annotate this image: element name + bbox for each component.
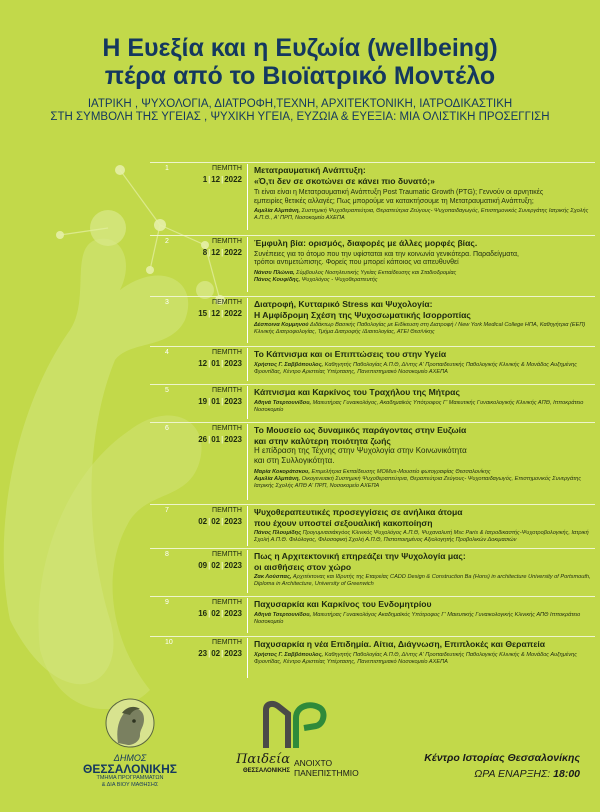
session-description-2: εμπειρίες θετικές αλλαγές; Πως μπορούμε να κατακτήσουμε τη Μετατραυματική Ανάπτυξη;	[254, 197, 534, 205]
session-day: ΠΕΜΠΤΗ	[212, 349, 242, 356]
session-title-2: που έχουν υποστεί σεξουαλική κακοποίηση	[254, 517, 433, 528]
session-day: ΠΕΜΠΤΗ	[212, 425, 242, 432]
subtitle-line-1: ΙΑΤΡΙΚΗ , ΨΥΧΟΛΟΓΙΑ, ΔΙΑΤΡΟΦΗ,ΤΕΧΝΗ, ΑΡΧΙΤΕΚΤΟΝΙΚΗ, ΙΑΤΡΟΔΙΚΑΣΤΙΚΗ	[87, 98, 513, 110]
paideia-city: ΘΕΣΣΑΛΟΝΙΚΗΣ	[243, 768, 290, 774]
session-title: Το Μουσείο ως δυναμικός παράγοντας στην Ευζωία	[254, 425, 467, 435]
session-number: 8	[165, 551, 169, 558]
row-divider	[150, 346, 595, 347]
subtitle-line-2: ΣΤΗ ΣΥΜΒΟΛΗ ΤΗΣ ΥΓΕΙΑΣ , ΨΥΧΙΚΗ ΥΓΕΙΑ, ΕΥΖΩΙΑ & ΕΥΕΞΙΑ: ΜΙΑ ΟΛΙΣΤΙΚΗ ΠΡΟΣΕΓΓΙΣΗ	[50, 111, 550, 123]
schedule-row	[150, 235, 595, 293]
session-day: ΠΕΜΠΤΗ	[212, 507, 242, 514]
head-emblem-icon	[104, 697, 156, 753]
row-separator	[247, 424, 248, 500]
session-date: 09|02|2023	[198, 561, 242, 570]
paideia-text: Παιδεία	[236, 752, 290, 767]
session-date: 16|02|2023	[198, 609, 242, 618]
session-day: ΠΕΜΠΤΗ	[212, 639, 242, 646]
session-speaker: Αθηνά Τσερτουνίδου, Μαιευτήρας Γυναικολόγος, Ακαδημαϊκός Υπότροφος Γ' Μαιευτικής Γυναικολογικής Κλινικής ΑΠΘ, Ιπποκράτειο Νοσοκομείο	[254, 399, 584, 413]
session-content	[254, 599, 594, 626]
session-content	[254, 349, 594, 376]
row-separator	[247, 550, 248, 593]
session-number: 6	[165, 425, 169, 432]
session-number: 3	[165, 299, 169, 306]
session-date: 02|02|2023	[198, 517, 242, 526]
session-number: 5	[165, 387, 169, 394]
row-separator	[247, 298, 248, 343]
session-content	[254, 639, 594, 666]
schedule-row	[150, 636, 595, 678]
paideia-logo-icon	[262, 700, 332, 752]
session-title: Παχυσαρκία και Καρκίνος του Ενδομητρίου	[254, 599, 432, 609]
session-speaker: Χρήστος Γ. Σαββόπουλος, Καθηγητής Παθολογίας Α.Π.Θ, Δ/ντης Α' Προπαιδευτικής Παθολογικής Κλινικής & Μονάδος Αυξημένης Φροντίδας, Κέντρο Αριστείας Υπέρτασης, Πανεπιστημιακό Νοσοκομείο ΑΧΕΠΑ	[254, 361, 577, 375]
session-speaker: Χρήστος Γ. Σαββόπουλος, Καθηγητής Παθολογίας Α.Π.Θ, Δ/ντης Α' Προπαιδευτικής Παθολογικής Κλινικής & Μονάδος Αυξημένης Φροντίδας, Κέντρο Αριστείας Υπέρτασης, Πανεπιστημιακό Νοσοκομείο ΑΧΕΠΑ	[254, 651, 577, 665]
session-day: ΠΕΜΠΤΗ	[212, 238, 242, 245]
department-line-2: & ΔΙΑ ΒΙΟΥ ΜΑΘΗΣΗΣ	[101, 782, 159, 788]
department-line-1: ΤΜΗΜΑ ΠΡΟΓΡΑΜΜΑΤΩΝ	[96, 775, 164, 781]
session-day: ΠΕΜΠΤΗ	[212, 599, 242, 606]
session-title: Πως η Αρχιτεκτονική επηρεάζει την Ψυχολογία μας:	[254, 551, 466, 561]
start-time: ΩΡΑ ΕΝΑΡΞΗΣ: 18:00	[474, 768, 580, 780]
session-number: 2	[165, 238, 169, 245]
open-line-1: ΑΝΟΙΧΤΟ	[294, 758, 333, 768]
schedule-row	[150, 596, 595, 634]
venue: Κέντρο Ιστορίας Θεσσαλονίκης	[424, 752, 580, 764]
row-divider	[150, 636, 595, 637]
row-separator	[247, 348, 248, 381]
session-speaker: Αιμιλία Αλμπάνη, Συστημική Ψυχοθεραπεύτρια, Θεραπεύτρια Ζεύγους- Ψυχοπαιδαγωγός, Επιστημονικός Συνεργάτης Ιατρικής Σχολής Α.Π.Θ., Α' ΠΡΠ, Νοσοκομείο ΑΧΕΠΑ	[254, 208, 589, 221]
session-content	[254, 238, 594, 284]
session-number: 10	[165, 639, 173, 646]
session-number: 7	[165, 507, 169, 514]
session-description: Τι είναι είναι η Μετατραυματική Ανάπτυξη Post Traumatic Growth (PTG); Γεννούν οι αρνητικές	[254, 189, 544, 196]
session-title: Ψυχοθεραπευτικές προσεγγίσεις σε ανήλικα άτομα	[254, 507, 463, 517]
row-divider	[150, 596, 595, 597]
row-separator	[247, 506, 248, 546]
session-subtitle: Η επίδραση της Τέχνης στην Ψυχολογία στην Κοινωνικότητα	[254, 446, 467, 455]
session-day: ΠΕΜΠΤΗ	[212, 387, 242, 394]
session-number: 9	[165, 599, 169, 606]
session-date: 19|01|2023	[198, 397, 242, 406]
session-date: 23|02|2023	[198, 649, 242, 658]
row-separator	[247, 386, 248, 419]
row-divider	[150, 296, 595, 297]
session-date: 8|12|2022	[202, 248, 242, 257]
session-number: 4	[165, 349, 169, 356]
session-title: Παχυσαρκία η νέα Επιδημία. Αίτια, Διάγνωση, Επιπλοκές και Θεραπεία	[254, 639, 546, 649]
row-separator	[247, 598, 248, 633]
session-speaker: Μαρία Κοκοράτσκου, Επιμελήτρια Εκπαίδευσης MOMus-Μουσείο φωτογραφίας Θεσσαλονίκης	[254, 469, 491, 475]
title-line-2: πέρα από το Βιοϊατρικό Μοντέλο	[104, 62, 496, 90]
session-speaker-2: Πάνος Κουφίδης, Ψυχολόγος - Ψυχοθεραπευτής	[254, 276, 378, 283]
paideia-open-university-logo	[222, 700, 372, 800]
dimos-name: ΘΕΣΣΑΛΟΝΙΚΗΣ	[83, 762, 177, 776]
open-line-2: ΠΑΝΕΠΙΣΤΗΜΙΟ	[294, 768, 359, 778]
row-divider	[150, 162, 595, 163]
open-university-text	[294, 758, 359, 778]
session-speaker: Πάνος Πλουμίδης Προγυμνασιάκγόος Κλινικός Ψυχολόγος Α.Π.Θ, Ψυχαναλυτή Msc Paris & Ιατροδικαστής-Ψυχοτροβολογικής, Ιατρική Σχολή Α.Π.Θ. Φιλόλογος, Φιλοσοφική Σχολή Α.Π.Θ, Πιστοποιημένος Αξιολογητής Προβολικών Δοκιμασιών	[254, 530, 589, 543]
dimos-label: ΔΗΜΟΣ	[113, 753, 147, 763]
session-title-2: οι αισθήσεις στον χώρο	[254, 561, 352, 572]
row-separator	[247, 237, 248, 292]
row-divider	[150, 422, 595, 423]
schedule-row	[150, 296, 595, 344]
page-title	[0, 34, 600, 90]
dimos-thessalonikis-logo	[55, 695, 205, 805]
session-speaker: Νάνσυ Πλώνια, Σύμβουλος Νοσηλευτικής Υγείας Εκπαίδευσης και Σταδιοδρομίας	[254, 269, 457, 276]
row-divider	[150, 235, 595, 236]
session-day: ΠΕΜΠΤΗ	[212, 165, 242, 172]
session-subtitle-2: και στη Συλλογικότητα.	[254, 455, 335, 465]
session-speaker: Αθηνά Τσερτουνίδου, Μαιευτήρας Γυναικολόγος Ακαδημαϊκός Υπότροφος Γ' Μαιευτικής Γυναικολογικής Κλινικής ΑΠΘ Ιπποκράτειο Νοσοκομείο	[254, 611, 581, 625]
session-content	[254, 551, 594, 588]
schedule-row	[150, 548, 595, 594]
session-speaker: Ζακ Λούσπας, Αρχιτέκτονας και Ιδρυτής της Εταιρείας CADD Design & Construction Ba (Hons) in architecture University of Portsmouth, Diploma in Architecture, University of Greenwich	[254, 574, 591, 587]
row-divider	[150, 548, 595, 549]
page-subtitle	[20, 98, 580, 124]
session-date: 1|12|2022	[202, 175, 242, 184]
session-title: Το Κάπνισμα και οι Επιπτώσεις του στην Υγεία	[254, 349, 447, 359]
session-description: Συνέπειες για το άτομο που την υφίσταται και την κοινωνία γενικότερα. Παραδείγματα,	[254, 250, 519, 258]
row-divider	[150, 384, 595, 385]
session-day: ΠΕΜΠΤΗ	[212, 299, 242, 306]
session-title: Μετατραυματική Ανάπτυξη:	[254, 165, 366, 175]
session-day: ΠΕΜΠΤΗ	[212, 551, 242, 558]
row-separator	[247, 638, 248, 678]
session-title: Διατροφή, Κυτταρικό Stress και Ψυχολογία:	[254, 299, 433, 309]
session-date: 12|01|2023	[198, 359, 242, 368]
session-title-2: και στην καλύτερη ποιότητα ζωής	[254, 435, 391, 446]
session-content	[254, 299, 594, 336]
session-speaker: Δέσποινα Κομμηνού Διδάκτωρ Βασικής Παθολογίας με Ειδίκευση στη Διατροφή / New York Medical College ΗΠΑ, Καθηγήτρια (ΕΕΠ) Κλινικής Διατροφολογίας, Τμήμα Διατροφής /Διαιτολογίας, ΑΤΕΙ Θεσ/νίκης	[254, 322, 586, 335]
session-title: Έμφυλη βία: ορισμός, διαφορές με άλλες μορφές βίας.	[254, 238, 478, 248]
title-line-1: Η Ευεξία και η Ευζωία (wellbeing)	[102, 34, 498, 62]
row-separator	[247, 164, 248, 230]
schedule-row	[150, 346, 595, 382]
session-date: 26|01|2023	[198, 435, 242, 444]
session-content	[254, 425, 594, 490]
session-title-2: «Ό,τι δεν σε σκοτώνει σε κάνει πιο δυνατό;»	[254, 175, 435, 186]
session-title-2: Η Αμφίδρομη Σχέση της Ψυχοσωματικής Ισορροπίας	[254, 309, 471, 320]
session-content	[254, 165, 594, 222]
session-content	[254, 507, 594, 544]
session-content	[254, 387, 594, 414]
session-description-2: τρόποι αντιμετώπισης. Φορείς που μπορεί κάποιος να απευθυνθεί	[254, 259, 459, 266]
session-speaker-2: Αιμιλία Αλμπάνη, Οικογενειακή Συστημική Ψυχοθεραπεύτρια, Θεραπεύτρια Ζεύγους- Ψυχοπαιδαγωγός, Επιστημονικός Συνεργάτης Ιατρικής Σχολής ΑΠΘ Α' ΠΡΠ, Νοσοκομείο ΑΧΕΠΑ	[254, 476, 582, 489]
schedule-row	[150, 162, 595, 232]
schedule-row	[150, 504, 595, 546]
row-divider	[150, 504, 595, 505]
schedule-row	[150, 422, 595, 502]
schedule	[150, 162, 595, 686]
session-date: 15|12|2022	[198, 309, 242, 318]
session-number: 1	[165, 165, 169, 172]
session-title: Κάπνισμα και Καρκίνος του Τραχήλου της Μήτρας	[254, 387, 460, 397]
schedule-row	[150, 384, 595, 420]
